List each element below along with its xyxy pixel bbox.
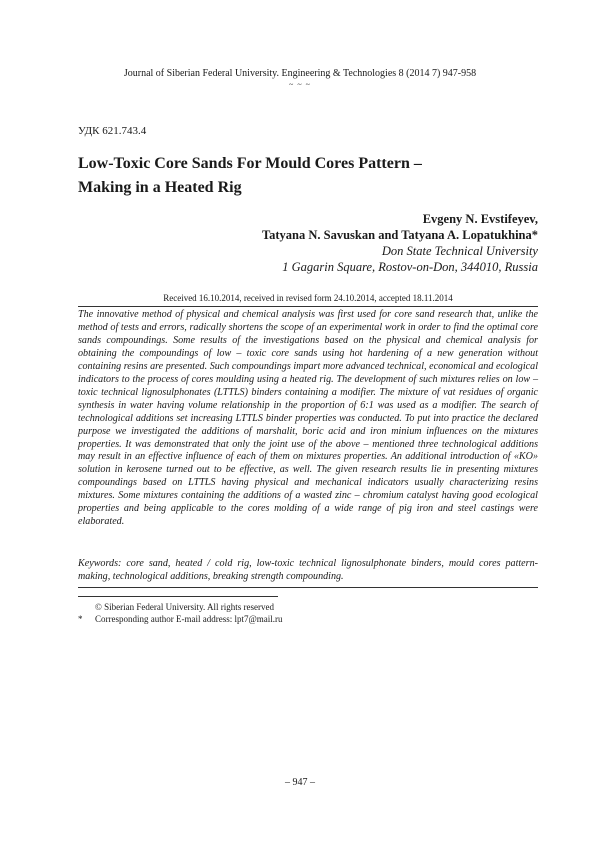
received-dates: Received 16.10.2014, received in revised form 24.10.2014, accepted 18.11.2014 [163,293,453,303]
footnote-marker: * [78,614,83,624]
abstract: The innovative method of physical and chemical analysis was first used for core sand research that, unlike the method of tests and errors, radically shortens the scope of an experimental work in order to find the optimal core sands compoundings. Some results of the investigations based on the physical and chemical analysis for obtaining the compoundings of low – toxic core sands using hot hardening of a new generation without containing resins are presented. Such compoundings impart more advanced technical, economical and ecological indicators to the process of cores moulding using a heated rig. The development of such mixtures relies on low – toxic technical lignosulphonates (LTTLS) binders containing a modifier. The mixture of vat residues of organic synthesis in water having volume relationship in the proportion of 6:1 was used as a modifier. The search of technological additions set increasing LTTLS binder properties was conducted. To put into practice the declared purpose we investigated the additions of marshalit, boric acid and iron minium influences on the mixtures properties. It was demonstrated that only the joint use of the above – mentioned three technological additions may result in an effective influence of each of them on mixtures properties. An additional introduction of «KO» solution in kerosene turned out to be effective, as well. The given research results lie in presenting mixtures compoundings based on LTTLS having physical and mechanical indicators usually characterizing resins mixtures. Some mixtures containing the additions of a wasted zinc – chromium catalyst having good ecological properties and being applicable to the cores molding of a wide range of pig iron and steel castings were elaborated. [78,309,538,528]
keywords: Keywords: core sand, heated / cold rig, low-toxic technical lignosulphonate binders, mould cores pattern-making, technological additions, breaking strength compounding. [78,558,538,582]
affiliation-address: 1 Gagarin Square, Rostov-on-Don, 344010, Russia [282,260,538,274]
header-ornament: ~ ~ ~ [289,80,311,89]
paper-title [78,152,538,200]
title-line-2: Making in a Heated Rig [78,179,242,196]
author-line-2: Tatyana N. Savuskan and Tatyana A. Lopatukhina* [261,228,538,242]
footnote-rule [78,596,278,597]
title-line-1: Low-Toxic Core Sands For Mould Cores Pattern – [78,155,422,172]
corresponding-author-text: Corresponding author E-mail address: lpt7@mail.ru [95,614,283,624]
divider-bottom [78,587,538,588]
udk-code: УДК 621.743.4 [78,125,147,137]
affiliation: Don State Technical University [381,244,538,258]
copyright-note: © Siberian Federal University. All rights reserved [95,602,274,612]
divider-top [78,306,538,307]
corresponding-author-note [78,614,283,624]
journal-header: Journal of Siberian Federal University. Engineering & Technologies 8 (2014 7) 947-958 [123,68,477,79]
page-number: – 947 – [285,777,315,788]
author-line-1: Evgeny N. Evstifeyev, [422,212,538,226]
